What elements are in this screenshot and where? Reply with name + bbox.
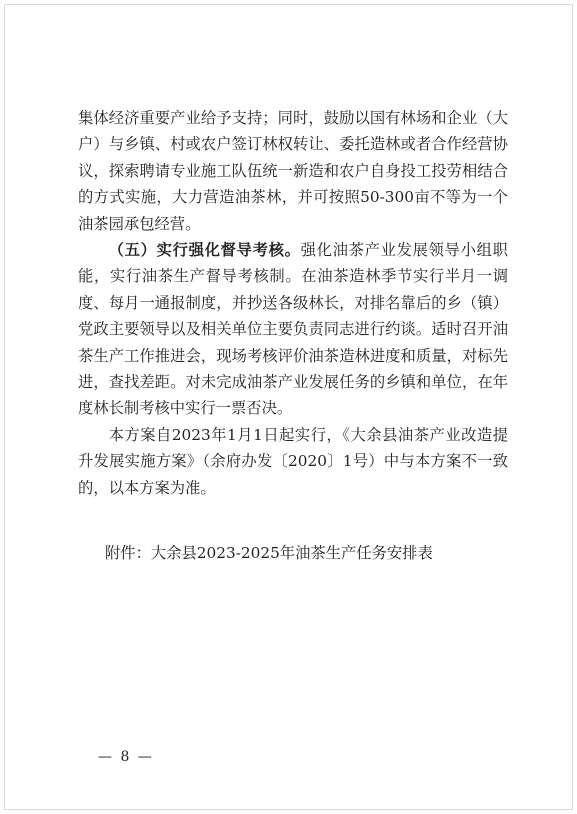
paragraph-supervision: [78, 237, 508, 422]
document-body: [78, 105, 508, 501]
section-heading: （五）实行强化督导考核。: [108, 241, 301, 260]
paragraph-text: 本方案自2023年1月1日起实行，《大余县油茶产业改造提升发展实施方案》（余府办发〔2020〕1号）中与本方案不一致的，以本方案为准。: [78, 425, 508, 497]
paragraph-text: 集体经济重要产业给予支持；同时，鼓励以国有林场和企业（大户）与乡镇、村或农户签订林权转让、委托造林或者合作经营协议，探索聘请专业施工队伍统一新造和农户自身投工投劳相结合的方式实施，大力营造油茶林，并可按照50-300亩不等为一个油茶园承包经营。: [78, 109, 508, 233]
page-number: — 8 —: [98, 749, 154, 765]
attachment-line: 附件：大余县2023-2025年油茶生产任务安排表: [105, 544, 433, 562]
paragraph-continuation: [78, 105, 508, 237]
paragraph-text: 强化油茶产业发展领导小组职能，实行油茶生产督导考核制。在油茶造林季节实行半月一调度、每月一通报制度，并抄送各级林长，对排名靠后的乡（镇）党政主要领导以及相关单位主要负责同志进行约谈。适时召开油茶生产工作推进会，现场考核评价油茶造林进度和质量，对标先进，查找差距。对未完成油茶产业发展任务的乡镇和单位，在年度林长制考核中实行一票否决。: [78, 241, 508, 418]
paragraph-effective-date: [78, 422, 508, 501]
